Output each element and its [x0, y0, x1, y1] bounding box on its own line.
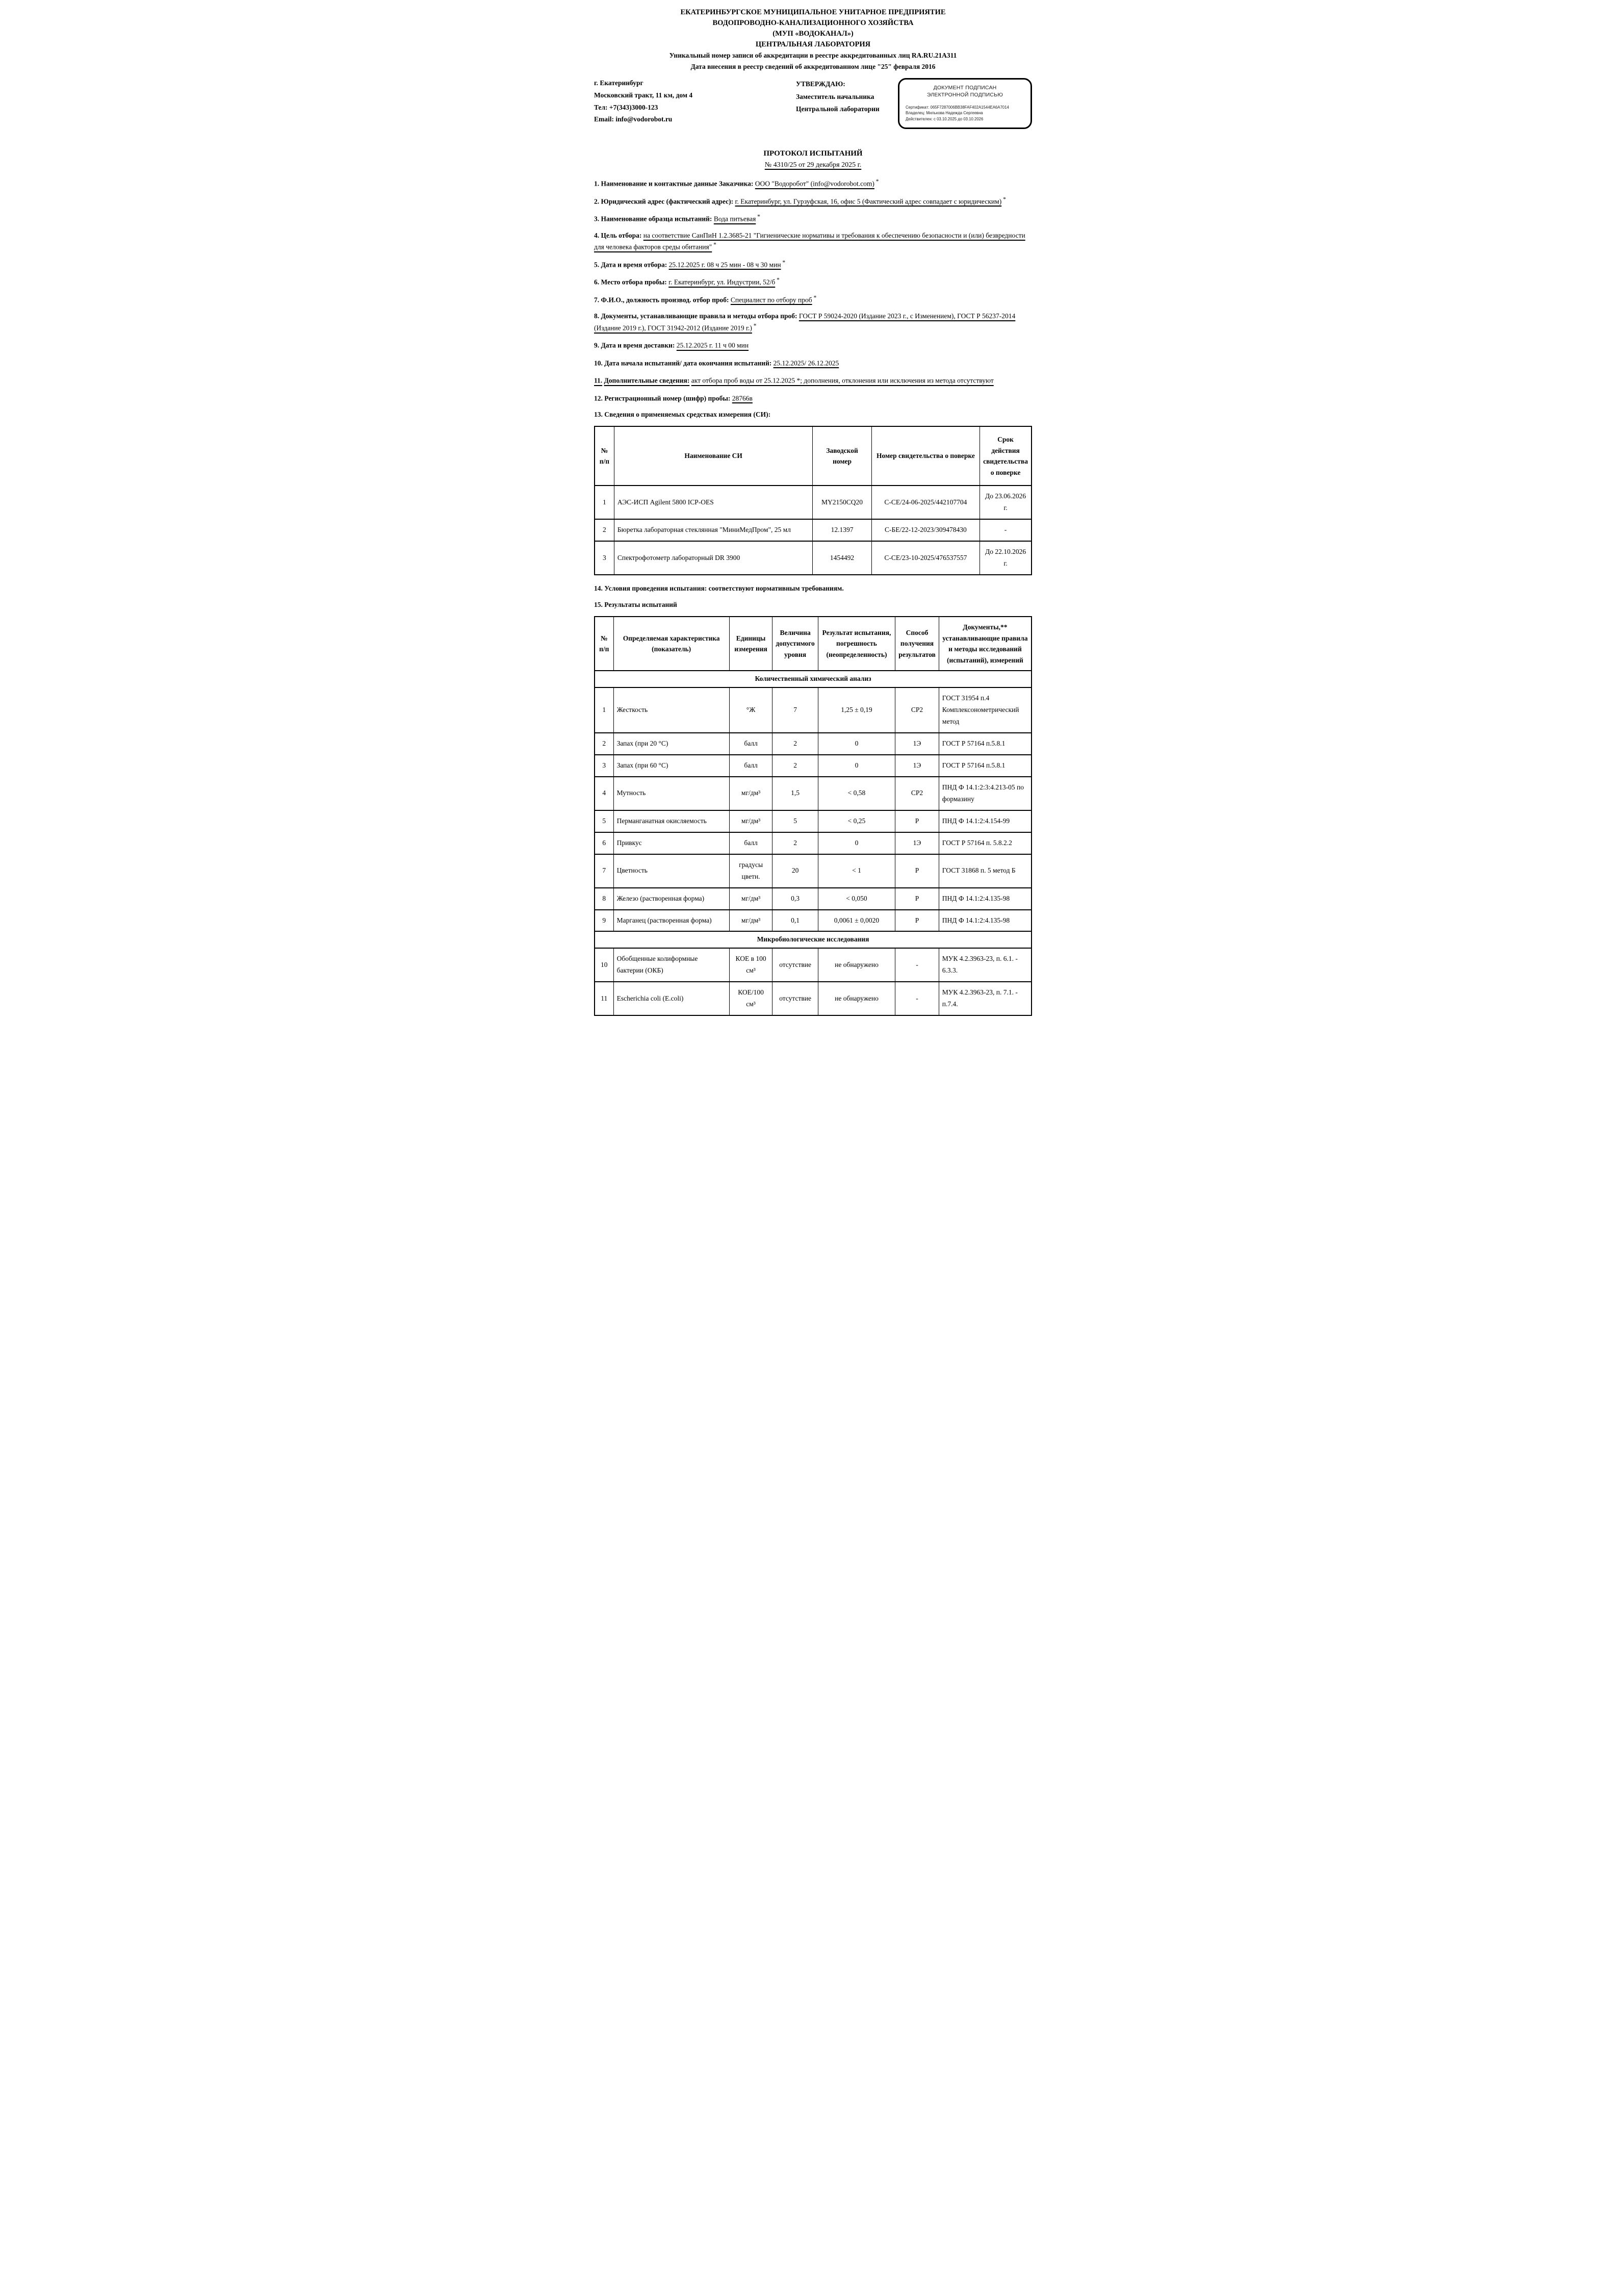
- col-header-characteristic: Определяемая характеристика (показатель): [613, 617, 729, 671]
- cell: ПНД Ф 14.1:2:4.135-98: [939, 888, 1032, 910]
- item-value: соответствуют нормативным требованиям.: [708, 584, 844, 593]
- cell: С-СЕ/23-10-2025/476537557: [871, 541, 980, 575]
- col-header-si-name: Наименование СИ: [614, 426, 813, 486]
- cell: 2: [772, 832, 818, 854]
- cell: 1: [595, 687, 613, 733]
- footnote-marker: *: [781, 259, 786, 266]
- cell: балл: [729, 832, 772, 854]
- item-label: Документы, устанавливающие правила и методы отбора проб:: [601, 312, 797, 320]
- cell: Спектрофотометр лабораторный DR 3900: [614, 541, 813, 575]
- cell: 2: [772, 755, 818, 777]
- cell: Привкус: [613, 832, 729, 854]
- item-value: акт отбора проб воды от 25.12.2025 *; дополнения, отклонения или исключения из метода отсутствуют: [691, 376, 994, 385]
- cell: 0: [818, 755, 895, 777]
- cell: До 23.06.2026 г.: [980, 486, 1032, 519]
- item-7: [594, 294, 1032, 305]
- footnote-marker: *: [874, 178, 879, 185]
- cell: ГОСТ Р 57164 п.5.8.1: [939, 755, 1032, 777]
- item-3: [594, 213, 1032, 224]
- cell: 7: [772, 687, 818, 733]
- item-number: 8.: [594, 312, 600, 320]
- certificate-line: Сертификат: 065F7287006BB38FAF402A1544EA6A7014: [906, 105, 1009, 110]
- approval-title: УТВЕРЖДАЮ:: [796, 80, 845, 88]
- si-table-header-row: [595, 426, 1032, 486]
- cell: Р: [895, 888, 939, 910]
- item-label: Результаты испытаний: [604, 601, 677, 609]
- item-number: 6.: [594, 278, 600, 286]
- footnote-marker: *: [756, 214, 760, 220]
- cell: 1454492: [813, 541, 871, 575]
- owner-line: Владелец: Милькова Надежда Сергеевна: [906, 111, 983, 116]
- protocol-document-page: [541, 0, 1082, 1044]
- cell: -: [895, 982, 939, 1015]
- col-header-serial: Заводской номер: [813, 426, 871, 486]
- col-header-units: Единицы измерения: [729, 617, 772, 671]
- cell: Мутность: [613, 777, 729, 810]
- item-11: [594, 374, 1032, 386]
- protocol-title: ПРОТОКОЛ ИСПЫТАНИЙ: [763, 149, 863, 158]
- item-number: 4.: [594, 231, 600, 239]
- section-title: Микробиологические исследования: [595, 931, 1032, 948]
- cell: 0: [818, 832, 895, 854]
- item-label: Место отбора пробы:: [601, 278, 667, 286]
- validity-line: Действителен: с 03.10.2025 до 03.10.2026: [906, 116, 984, 121]
- item-15: [594, 600, 1032, 610]
- cell: Железо (растворенная форма): [613, 888, 729, 910]
- cell: < 1: [818, 854, 895, 888]
- cell: 0: [818, 733, 895, 755]
- item-value: Вода питьевая: [713, 215, 756, 223]
- phone-line: Тел: +7(343)3000-123: [594, 103, 658, 111]
- cell: ГОСТ 31868 п. 5 метод Б: [939, 854, 1032, 888]
- item-value: 25.12.2025 г. 08 ч 25 мин - 08 ч 30 мин: [668, 261, 781, 269]
- email-line: Email: info@vodorobot.ru: [594, 115, 673, 123]
- item-label: Цель отбора:: [601, 231, 642, 239]
- org-name-line-3: (МУП «ВОДОКАНАЛ»): [772, 30, 854, 38]
- city-line: г. Екатеринбург: [594, 79, 643, 87]
- cell: мг/дм³: [729, 777, 772, 810]
- item-10: [594, 357, 1032, 369]
- org-name-line-1: ЕКАТЕРИНБУРГСКОЕ МУНИЦИПАЛЬНОЕ УНИТАРНОЕ ПРЕДПРИЯТИЕ: [680, 8, 946, 16]
- table-row: [595, 687, 1032, 733]
- table-row: [595, 832, 1032, 854]
- cell: 0,0061 ± 0,0020: [818, 910, 895, 932]
- item-number: 12.: [594, 394, 603, 402]
- cell: 1Э: [895, 733, 939, 755]
- item-label: Наименование образца испытаний:: [601, 215, 712, 223]
- cell: Р: [895, 910, 939, 932]
- table-row: [595, 733, 1032, 755]
- col-header-documents: Документы,** устанавливающие правила и методы исследований (испытаний), измерений: [939, 617, 1032, 671]
- table-row: [595, 541, 1032, 575]
- cell: не обнаружено: [818, 948, 895, 982]
- item-number: 14.: [594, 584, 603, 593]
- cell: 1,5: [772, 777, 818, 810]
- cell: Жесткость: [613, 687, 729, 733]
- item-number: 15.: [594, 601, 603, 609]
- item-9: [594, 339, 1032, 351]
- protocol-number-line: [594, 161, 1032, 169]
- item-number: 9.: [594, 341, 600, 349]
- cell: 0,1: [772, 910, 818, 932]
- item-label: Наименование и контактные данные Заказчика:: [601, 180, 754, 188]
- results-table-header-row: [595, 617, 1032, 671]
- accreditation-line: Уникальный номер записи об аккредитации в реестре аккредитованных лиц RA.RU.21A311: [669, 52, 957, 60]
- cell: ГОСТ 31954 п.4 Комплексонометрический метод: [939, 687, 1032, 733]
- cell: Перманганатная окисляемость: [613, 810, 729, 832]
- cell: балл: [729, 733, 772, 755]
- cell: мг/дм³: [729, 888, 772, 910]
- item-label: Дата и время доставки:: [601, 341, 675, 349]
- cell: Цветность: [613, 854, 729, 888]
- cell: С-БЕ/22-12-2023/309478430: [871, 519, 980, 541]
- item-label: Юридический адрес (фактический адрес):: [601, 197, 734, 206]
- cell: 2: [595, 519, 614, 541]
- cell: 2: [772, 733, 818, 755]
- cell: < 0,25: [818, 810, 895, 832]
- cell: 10: [595, 948, 613, 982]
- cell: Марганец (растворенная форма): [613, 910, 729, 932]
- footnote-marker: *: [1001, 196, 1006, 202]
- header-row: [594, 77, 1032, 142]
- item-value: на соответствие СанПиН 1.2.3685-21 "Гигиенические нормативы и требования к обеспечению безопасности и (или) безвредности для человека факторов среды обитания": [594, 231, 1025, 251]
- cell: Р: [895, 810, 939, 832]
- cell: Обобщенные колиформные бактерии (ОКБ): [613, 948, 729, 982]
- cell: 3: [595, 541, 614, 575]
- registry-date-line: Дата внесения в реестр сведений об аккредитованном лице "25" февраля 2016: [690, 62, 936, 70]
- approval-block: [796, 78, 880, 115]
- item-5: [594, 259, 1032, 270]
- cell: ПНД Ф 14.1:2:3:4.213-05 по формазину: [939, 777, 1032, 810]
- cell: 9: [595, 910, 613, 932]
- item-number: 7.: [594, 296, 600, 304]
- item-value: 28766в: [732, 394, 753, 402]
- stamp-title-line-1: ДОКУМЕНТ ПОДПИСАН: [933, 85, 997, 91]
- cell: MY2150CQ20: [813, 486, 871, 519]
- cell: 1Э: [895, 832, 939, 854]
- org-name-line-4: ЦЕНТРАЛЬНАЯ ЛАБОРАТОРИЯ: [755, 40, 871, 49]
- cell: Escherichia coli (E.coli): [613, 982, 729, 1015]
- cell: АЭС-ИСП Agilent 5800 ICP-OES: [614, 486, 813, 519]
- footnote-marker: *: [812, 294, 817, 301]
- cell: °Ж: [729, 687, 772, 733]
- stamp-info: [906, 105, 1024, 122]
- cell: До 22.10.2026 г.: [980, 541, 1032, 575]
- item-8: [594, 311, 1032, 334]
- cell: -: [980, 519, 1032, 541]
- cell: МУК 4.2.3963-23, п. 6.1. - 6.3.3.: [939, 948, 1032, 982]
- contacts-block: [594, 77, 747, 125]
- table-row: [595, 777, 1032, 810]
- org-header: [594, 7, 1032, 50]
- cell: ПНД Ф 14.1:2:4.135-98: [939, 910, 1032, 932]
- cell: 1Э: [895, 755, 939, 777]
- col-header-num: № п/п: [595, 426, 614, 486]
- item-value: ГОСТ Р 59024-2020 (Издание 2023 г., с Изменением), ГОСТ Р 56237-2014 (Издание 2019 г.), ГОСТ 31942-2012 (Издание 2019 г.): [594, 312, 1016, 332]
- cell: -: [895, 948, 939, 982]
- table-row: [595, 888, 1032, 910]
- cell: 5: [595, 810, 613, 832]
- cell: не обнаружено: [818, 982, 895, 1015]
- cell: 12.1397: [813, 519, 871, 541]
- cell: 0,3: [772, 888, 818, 910]
- item-value: г. Екатеринбург, ул. Индустрии, 52/б: [668, 278, 776, 286]
- col-header-limit: Величина допустимого уровня: [772, 617, 818, 671]
- cell: Запах (при 60 °С): [613, 755, 729, 777]
- cell: МУК 4.2.3963-23, п. 7.1. - п.7.4.: [939, 982, 1032, 1015]
- item-label: Регистрационный номер (шифр) пробы:: [604, 394, 731, 402]
- section-row-microbiology: [595, 931, 1032, 948]
- footnote-marker: *: [712, 242, 716, 248]
- item-value: 25.12.2025 г. 11 ч 00 мин: [676, 341, 749, 349]
- item-label: Дополнительные сведения:: [604, 376, 690, 385]
- cell: ГОСТ Р 57164 п.5.8.1: [939, 733, 1032, 755]
- cell: < 0,050: [818, 888, 895, 910]
- cell: С-СЕ/24-06-2025/442107704: [871, 486, 980, 519]
- cell: 4: [595, 777, 613, 810]
- protocol-number: № 4310/25 от 29 декабря 2025 г.: [764, 161, 862, 169]
- cell: ГОСТ Р 57164 п. 5.8.2.2: [939, 832, 1032, 854]
- address-line: Московский тракт, 11 км, дом 4: [594, 91, 693, 99]
- cell: 5: [772, 810, 818, 832]
- table-row: [595, 810, 1032, 832]
- item-label: Сведения о применяемых средствах измерения (СИ):: [604, 411, 771, 419]
- item-1: [594, 177, 1032, 189]
- col-header-result: Результат испытания, погрешность (неопределенность): [818, 617, 895, 671]
- cell: Бюретка лабораторная стеклянная "МиниМедПром", 25 мл: [614, 519, 813, 541]
- cell: 1,25 ± 0,19: [818, 687, 895, 733]
- item-value: 25.12.2025/ 26.12.2025: [773, 359, 839, 367]
- item-number: 1.: [594, 180, 600, 188]
- col-header-num: № п/п: [595, 617, 613, 671]
- cell: СР2: [895, 777, 939, 810]
- cell: КОЕ/100 см³: [729, 982, 772, 1015]
- item-number: 2.: [594, 197, 600, 206]
- cell: 1: [595, 486, 614, 519]
- si-table: [594, 426, 1032, 575]
- cell: мг/дм³: [729, 810, 772, 832]
- cell: 3: [595, 755, 613, 777]
- col-header-method-code: Способ получения результатов: [895, 617, 939, 671]
- item-label: Ф.И.О., должность производ. отбор проб:: [601, 296, 729, 304]
- item-number: 11.: [594, 376, 603, 385]
- results-table: [594, 616, 1032, 1016]
- cell: Запах (при 20 °С): [613, 733, 729, 755]
- section-title: Количественный химический анализ: [595, 671, 1032, 687]
- item-label: Условия проведения испытания:: [604, 584, 707, 593]
- item-4: [594, 231, 1032, 253]
- item-12: [594, 392, 1032, 404]
- cell: 6: [595, 832, 613, 854]
- cell: ПНД Ф 14.1:2:4.154-99: [939, 810, 1032, 832]
- cell: СР2: [895, 687, 939, 733]
- cell: 11: [595, 982, 613, 1015]
- table-row: [595, 948, 1032, 982]
- item-14: [594, 583, 1032, 594]
- col-header-cert-number: Номер свидетельства о поверке: [871, 426, 980, 486]
- approval-role-line-2: Центральной лаборатории: [796, 105, 880, 113]
- cell: 8: [595, 888, 613, 910]
- item-number: 10.: [594, 359, 603, 367]
- item-value: ООО "Водоробот" (info@vodorobot.com): [755, 180, 874, 188]
- cell: КОЕ в 100 см³: [729, 948, 772, 982]
- cell: балл: [729, 755, 772, 777]
- table-row: [595, 486, 1032, 519]
- col-header-cert-validity: Срок действия свидетельства о поверке: [980, 426, 1032, 486]
- cell: отсутствие: [772, 982, 818, 1015]
- table-row: [595, 755, 1032, 777]
- cell: градусы цветн.: [729, 854, 772, 888]
- table-row: [595, 854, 1032, 888]
- item-label: Дата и время отбора:: [601, 261, 667, 269]
- cell: отсутствие: [772, 948, 818, 982]
- table-row: [595, 910, 1032, 932]
- cell: 2: [595, 733, 613, 755]
- item-13: [594, 410, 1032, 420]
- cell: 7: [595, 854, 613, 888]
- cell: Р: [895, 854, 939, 888]
- item-2: [594, 195, 1032, 207]
- table-row: [595, 982, 1032, 1015]
- item-number: 3.: [594, 215, 600, 223]
- footnote-marker: *: [775, 277, 780, 284]
- stamp-title-line-2: ЭЛЕКТРОННОЙ ПОДПИСЬЮ: [926, 92, 1003, 98]
- section-row-chemical: [595, 671, 1032, 687]
- org-name-line-2: ВОДОПРОВОДНО-КАНАЛИЗАЦИОННОГО ХОЗЯЙСТВА: [712, 19, 914, 28]
- item-number: 5.: [594, 261, 600, 269]
- item-label: Дата начала испытаний/ дата окончания испытаний:: [604, 359, 772, 367]
- cell: мг/дм³: [729, 910, 772, 932]
- footnote-marker: *: [752, 323, 757, 329]
- approval-role-line-1: Заместитель начальника: [796, 92, 874, 100]
- accreditation-block: [594, 50, 1032, 72]
- cell: 20: [772, 854, 818, 888]
- item-6: [594, 276, 1032, 288]
- signature-stamp: [898, 78, 1032, 129]
- table-row: [595, 519, 1032, 541]
- item-number: 13.: [594, 411, 603, 419]
- cell: < 0,58: [818, 777, 895, 810]
- item-value: г. Екатеринбург, ул. Гурзуфская, 16, офис 5 (Фактический адрес совпадает с юридическим): [735, 197, 1002, 206]
- stamp-title: [906, 84, 1024, 98]
- item-value: Специалист по отбору проб: [730, 296, 812, 304]
